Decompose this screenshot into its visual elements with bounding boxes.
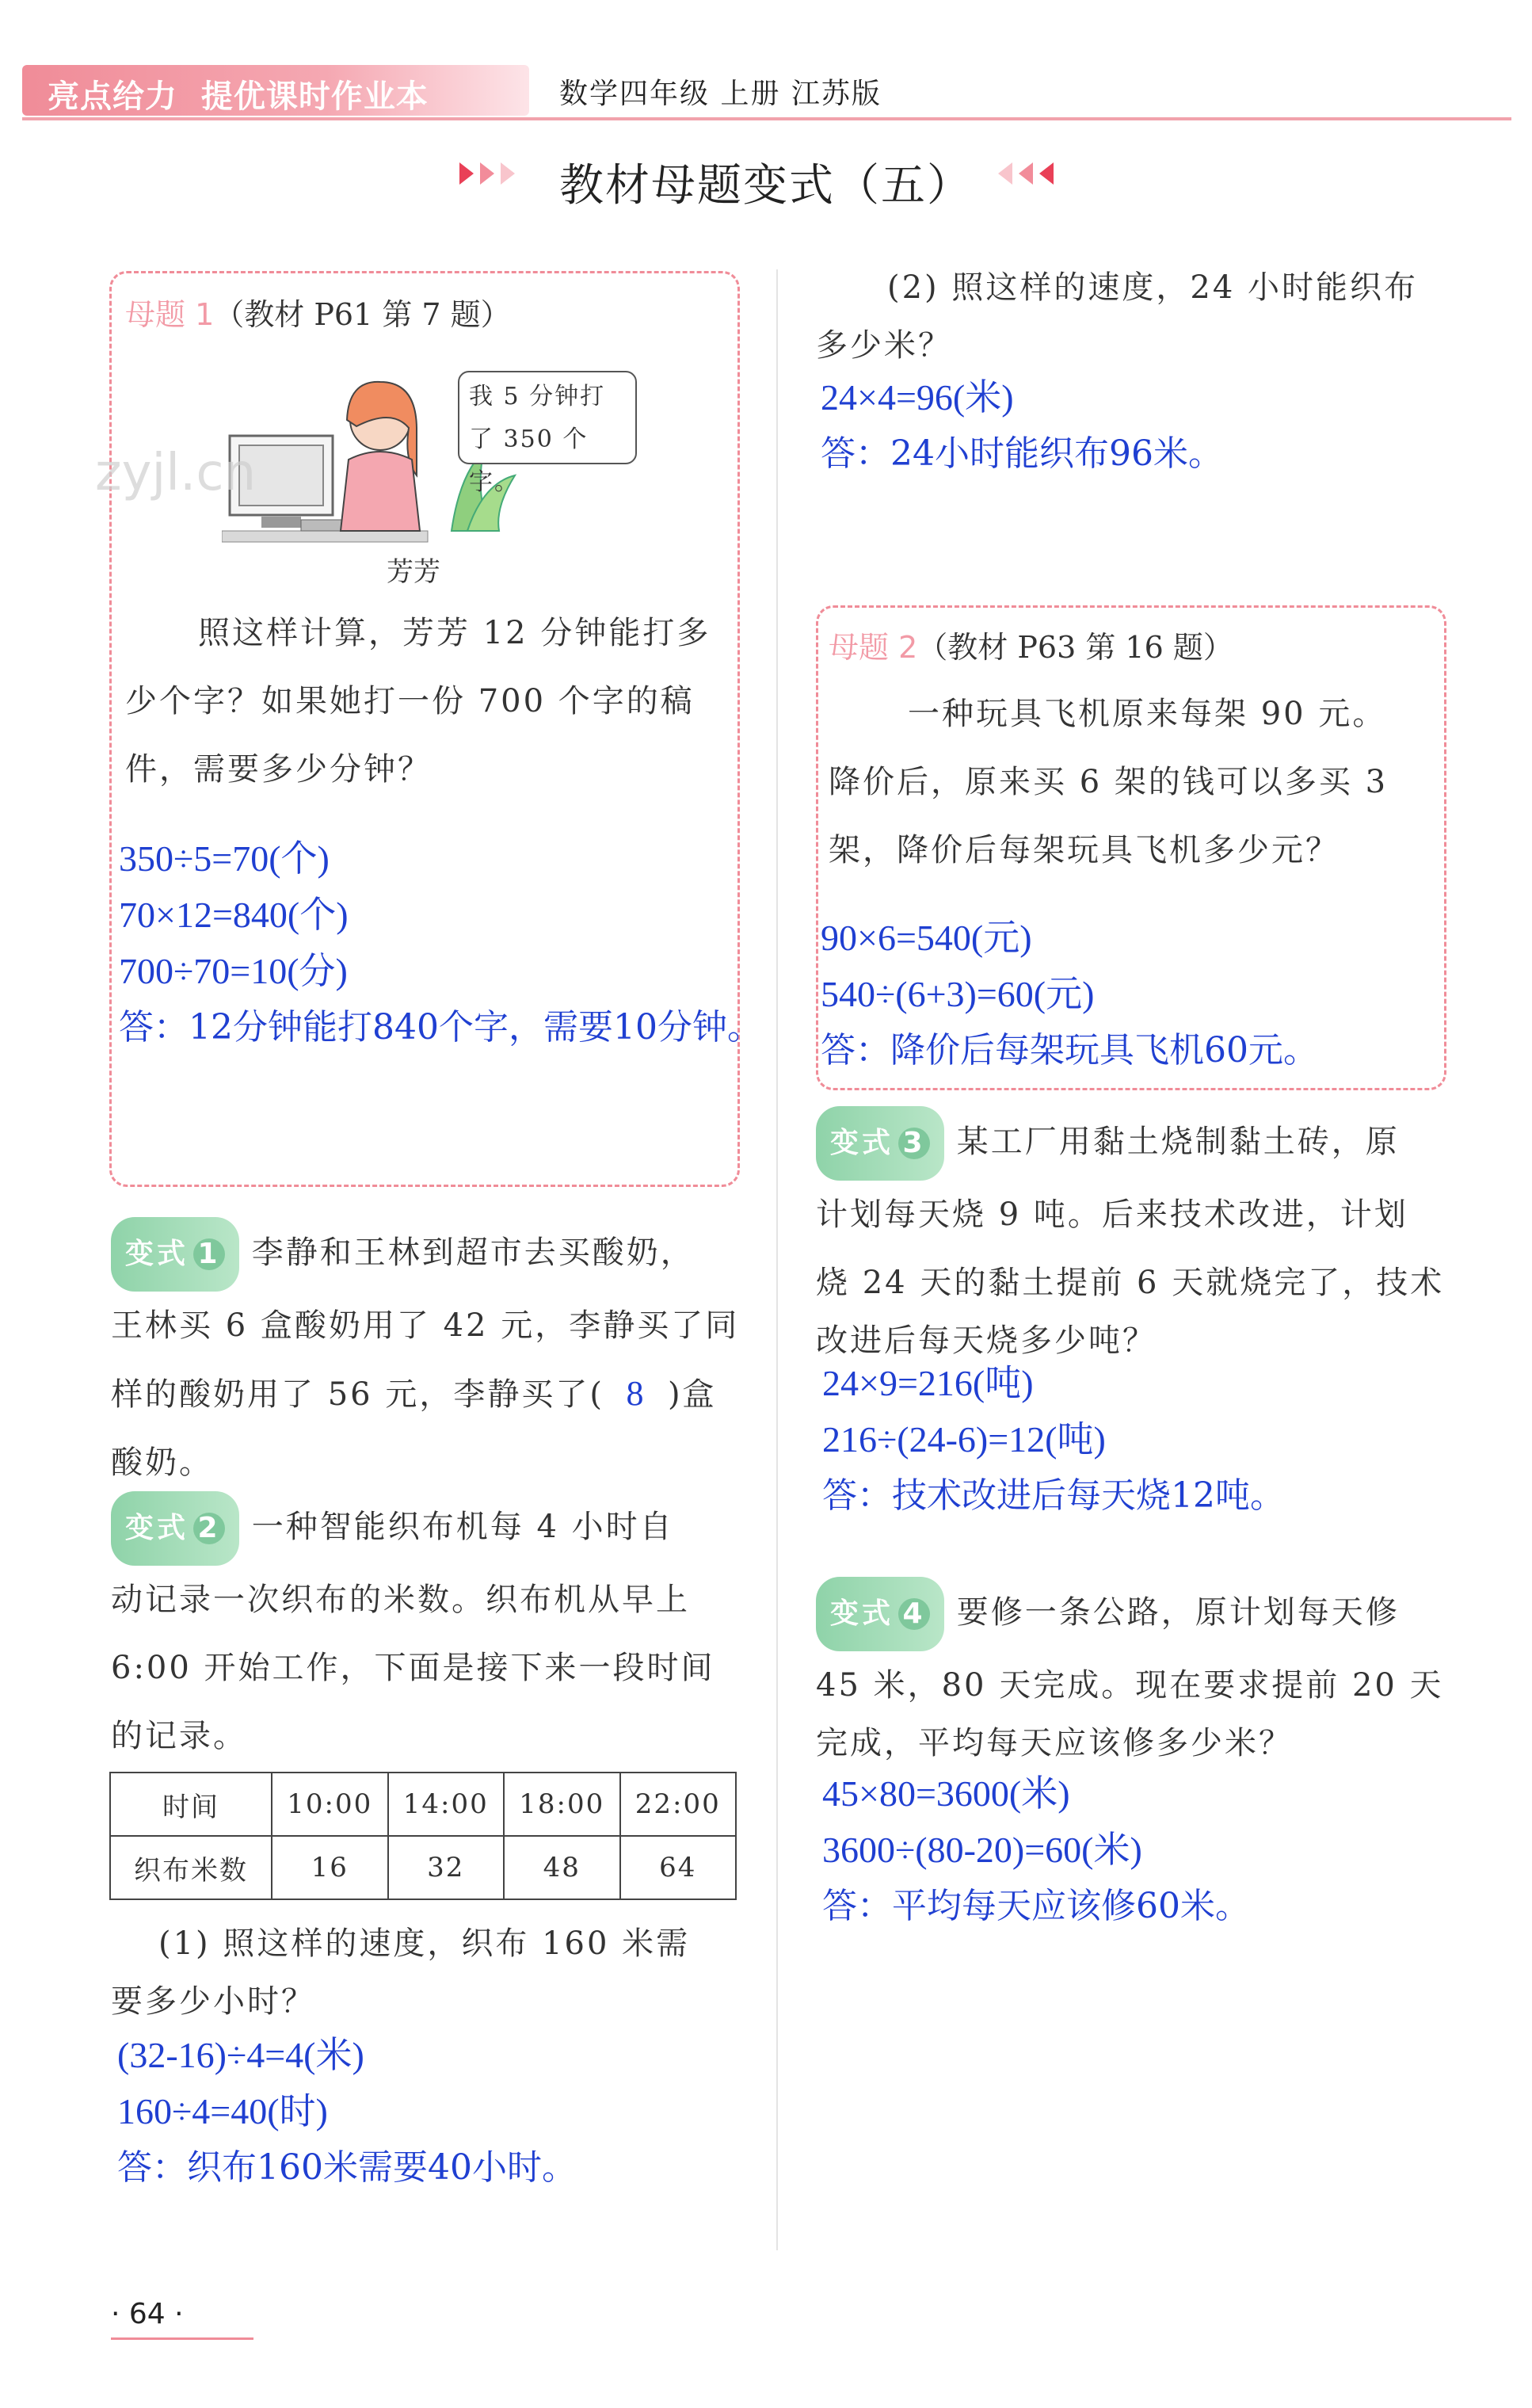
watermark: zyjl.cn xyxy=(95,444,257,502)
speech-bubble: 我 5 分钟打 了 350 个字。 xyxy=(458,371,637,464)
variant4-answers: 45×80=3600(米) 3600÷(80-20)=60(米) 答：平均每天应该修60米。 xyxy=(822,1773,1250,1926)
problem2-heading xyxy=(829,623,1233,666)
variant1: 变式 1 李静和王林到超市去买酸奶， 王林买 6 盒酸奶用了 42 元，李静买了同 样的酸奶用了 56 元，李静买了( 8 )盒 酸奶。 xyxy=(111,1217,745,1497)
problem2-source: （教材 P63 第 16 题） xyxy=(917,630,1233,665)
header-book-info: 数学四年级 上册 江苏版 xyxy=(559,78,882,110)
problem2-text: 一种玩具飞机原来每架 90 元。 降价后，原来买 6 架的钱可以多买 3 架，降价后每架玩具飞机多少元？ xyxy=(829,696,1389,868)
table-row: 织布米数 16 32 48 64 xyxy=(110,1836,736,1899)
column-divider xyxy=(776,269,778,2250)
answer-line: 70×12=840(个) xyxy=(119,895,349,935)
page-number-underline xyxy=(111,2337,253,2340)
variant2-q2-answers: 24×4=96(米) 答：24小时能织布96米。 xyxy=(821,377,1223,474)
answer-line: 答：12分钟能打840个字，需要10分钟。 xyxy=(119,1007,762,1048)
variant2-q1-answers: (32-16)÷4=4(米) 160÷4=40(时) 答：织布160米需要40小时。 xyxy=(117,2035,577,2188)
header-brand-text: 亮点给力 提优课时作业本 xyxy=(48,78,429,115)
problem2-label: 母题 2 xyxy=(829,630,918,665)
variant3-answers: 24×9=216(吨) 216÷(24-6)=12(吨) 答：技术改进后每天烧12吨。 xyxy=(822,1363,1285,1516)
problem1-label: 母题 1 xyxy=(125,297,215,332)
title-arrows-right-icon xyxy=(998,162,1060,188)
problem2-answers: 90×6=540(元) 540÷(6+3)=60(元) 答：降价后每架玩具飞机60元。 xyxy=(821,918,1318,1070)
header-divider xyxy=(22,117,1511,120)
answer-line: 700÷70=10(分) xyxy=(119,951,348,991)
problem1-text: 照这样计算，芳芳 12 分钟能打多 少个字？如果她打一份 700 个字的稿 件，需要多少分钟？ xyxy=(125,615,711,788)
variant2-badge: 变式 2 xyxy=(111,1491,239,1566)
illustration-caption: 芳芳 xyxy=(387,556,440,588)
variant2-q2: (2) 照这样的速度，24 小时能织布 多少米？ xyxy=(816,269,1418,364)
problem1-heading xyxy=(125,290,511,334)
variant4: 变式 4 要修一条公路，原计划每天修 45 米，80 天完成。现在要求提前 20 天 完成，平均每天应该修多少米？ xyxy=(816,1577,1465,1767)
table-row: 时间 10:00 14:00 18:00 22:00 xyxy=(110,1773,736,1836)
problem1-source: （教材 P61 第 7 题） xyxy=(214,297,511,332)
variant3: 变式 3 某工厂用黏土烧制黏土砖，原 计划每天烧 9 吨。后来技术改进，计划 烧 24 天的黏土提前 6 天就烧完了，技术 改进后每天烧多少吨？ xyxy=(816,1106,1465,1364)
variant1-badge: 变式 1 xyxy=(111,1217,239,1292)
page-number: · 64 · xyxy=(111,2298,184,2330)
variant2-q1: (1) 照这样的速度，织布 160 米需 要多少小时？ xyxy=(111,1925,691,2020)
weaving-record-table xyxy=(109,1772,737,1900)
page-title: 教材母题变式（五） xyxy=(559,160,973,212)
problem1-answers xyxy=(119,830,762,1055)
answer-blank: 8 xyxy=(626,1374,646,1413)
variant2: 变式 2 一种智能织布机每 4 小时自 动记录一次织布的米数。织布机从早上 6:00 开始工作，下面是接下来一段时间 的记录。 xyxy=(111,1491,745,1770)
answer-line: 350÷5=70(个) xyxy=(119,838,330,879)
variant4-badge: 变式 4 xyxy=(816,1577,944,1651)
variant3-badge: 变式 3 xyxy=(816,1106,944,1181)
